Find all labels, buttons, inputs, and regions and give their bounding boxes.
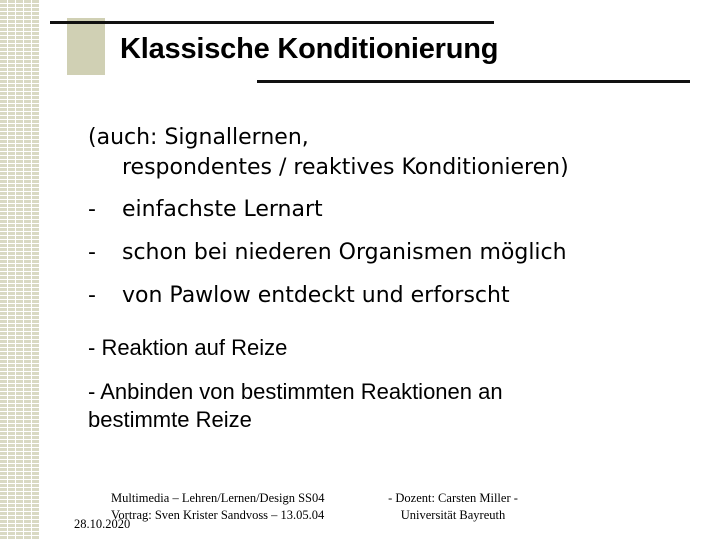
footer-date: 28.10.2020 — [74, 517, 131, 531]
bullet-anbinden — [88, 378, 503, 434]
footer-university: Universität Bayreuth — [400, 508, 506, 522]
bullet-text: schon bei niederen Organismen möglich — [122, 240, 567, 265]
title-rule-bottom — [257, 80, 690, 83]
bullet-anbinden-line-1: - Anbinden von bestimmten Reaktionen an — [88, 379, 503, 404]
bullet-text: von Pawlow entdeckt und erforscht — [122, 283, 510, 308]
bullet-text: einfachste Lernart — [122, 197, 323, 222]
title-accent-square — [67, 18, 105, 75]
footer-talk: Vortrag: Sven Krister Sandvoss – 13.05.04 — [111, 508, 325, 522]
bullet-dash: - — [88, 197, 96, 222]
footer-lecturer: - Dozent: Carsten Miller - — [388, 491, 518, 505]
bullet-anbinden-line-2: bestimmte Reize — [88, 407, 252, 432]
decorative-stripe-strip — [0, 0, 40, 540]
bullet-item — [88, 283, 510, 308]
bullet-dash: - — [88, 283, 96, 308]
bullet-reaktion: - Reaktion auf Reize — [88, 335, 288, 360]
slide-title: Klassische Konditionierung — [120, 33, 499, 65]
bullet-item — [88, 197, 323, 222]
bullet-item — [88, 240, 567, 265]
intro-line-2: respondentes / reaktives Konditionieren) — [122, 155, 569, 180]
bullet-dash: - — [88, 240, 96, 265]
title-rule-top — [50, 21, 494, 24]
intro-line-1: (auch: Signallernen, — [88, 125, 309, 150]
footer-course: Multimedia – Lehren/Lernen/Design SS04 — [111, 491, 325, 505]
intro-text — [88, 123, 569, 183]
